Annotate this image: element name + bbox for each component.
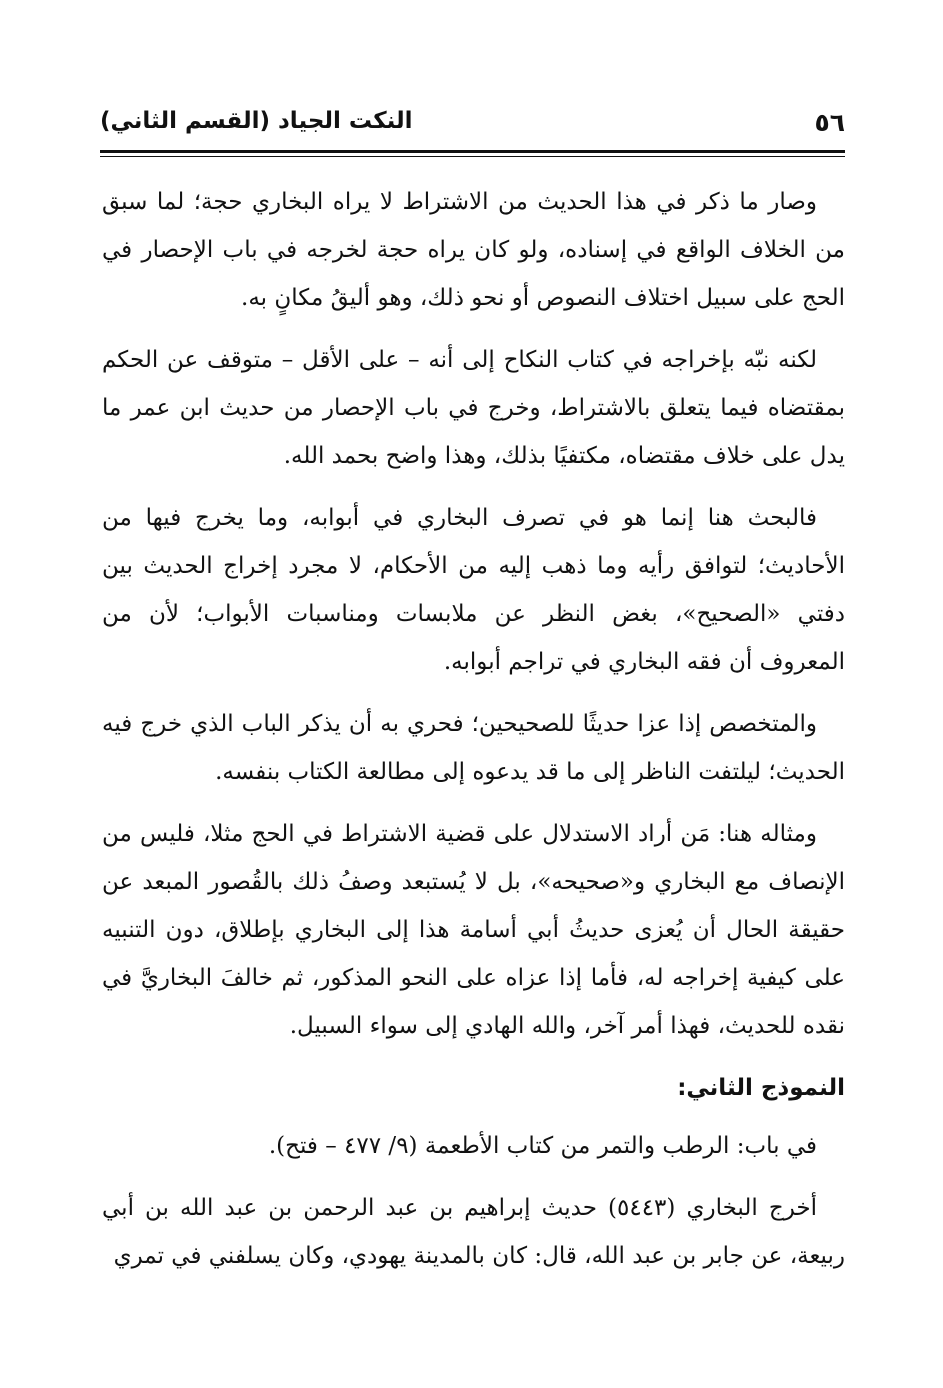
running-title: النكت الجياد (القسم الثاني) xyxy=(100,108,413,134)
paragraph: أخرج البخاري (٥٤٤٣) حديث إبراهيم بن عبد الرحمن بن عبد الله بن أبي ربيعة، عن جابر بن عبد الله، قال: كان بالمدينة يهودي، وكان يسلفني في تمري xyxy=(102,1195,845,1269)
paragraph: والمتخصص إذا عزا حديثًا للصحيحين؛ فحري به أن يذكر الباب الذي خرج فيه الحديث؛ ليلتفت الناظر إلى ما قد يدعوه إلى مطالعة الكتاب بنفسه. xyxy=(102,711,845,785)
page-body xyxy=(102,178,845,1294)
section-heading: النموذج الثاني: xyxy=(677,1075,845,1101)
paragraph: فالبحث هنا إنما هو في تصرف البخاري في أبوابه، وما يخرج فيها من الأحاديث؛ لتوافق رأيه وما ذهب إليه من الأحكام، لا مجرد إخراج الحديث بين دفتي «الصحيح»، بغض النظر عن ملابسات ومناسبات الأبواب؛ لأن من المعروف أن فقه البخاري في تراجم أبوابه. xyxy=(102,505,845,675)
page-header xyxy=(100,108,845,148)
paragraph: وصار ما ذكر في هذا الحديث من الاشتراط لا يراه البخاري حجة؛ لما سبق من الخلاف الواقع في إسناده، ولو كان يراه حجة لخرجه في باب الإحصار في الحج على سبيل اختلاف النصوص أو نحو ذلك، وهو أليقُ مكانٍ به. xyxy=(102,189,845,311)
paragraph: لكنه نبّه بإخراجه في كتاب النكاح إلى أنه – على الأقل – متوقف عن الحكم بمقتضاه فيما يتعلق بالاشتراط، وخرج في باب الإحصار من حديث ابن عمر ما يدل على خلاف مقتضاه، مكتفيًا بذلك، وهذا واضح بحمد الله. xyxy=(102,347,845,469)
paragraph: في باب: الرطب والتمر من كتاب الأطعمة (٩/ ٤٧٧ – فتح). xyxy=(268,1133,817,1159)
paragraph: ومثاله هنا: مَن أراد الاستدلال على قضية الاشتراط في الحج مثلا، فليس من الإنصاف مع البخاري و«صحيحه»، بل لا يُستبعد وصفُ ذلك بالقُصور المبعد عن حقيقة الحال أن يُعزى حديثُ أبي أسامة هذا إلى البخاري بإطلاق، دون التنبيه على كيفية إخراجه له، فأما إذا عزاه على النحو المذكور، ثم خالفَ البخاريَّ في نقده للحديث، فهذا أمر آخر، والله الهادي إلى سواء السبيل. xyxy=(102,821,845,1039)
header-rule xyxy=(100,150,845,153)
header-rule-thin xyxy=(100,156,845,157)
page-number: ٥٦ xyxy=(814,108,845,137)
